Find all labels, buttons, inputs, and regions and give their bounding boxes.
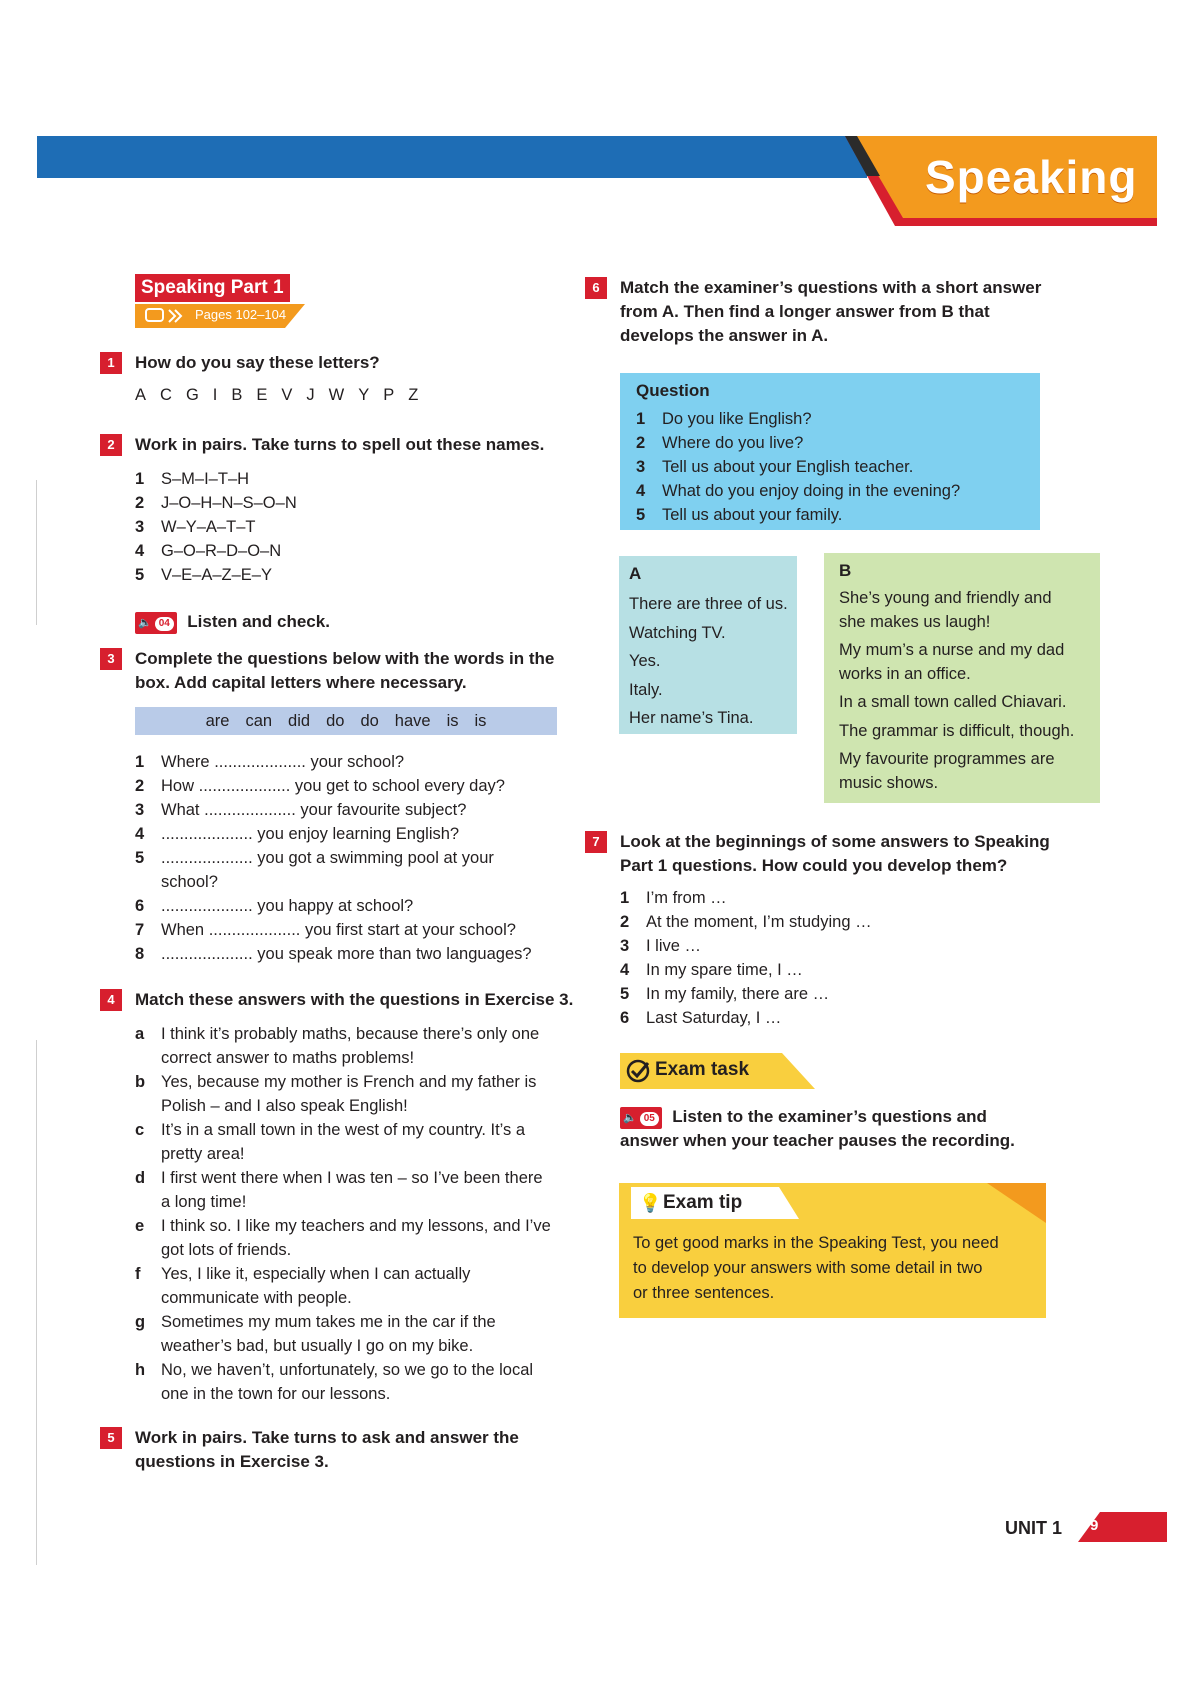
item-letter: a [135,1025,145,1043]
tip-line: to develop your answers with some detail in two [633,1259,983,1277]
item-line: No, we haven’t, unfortunately, so we go to the local [161,1361,534,1379]
answer-blank[interactable]: .................... [161,897,253,915]
item-line: she makes us laugh! [839,612,991,631]
instruction-line: Match the examiner’s questions with a short answer [620,278,1042,297]
list-item [620,1006,1020,1030]
exercise-number: 3 [100,648,122,670]
list-item [135,539,515,563]
list-item [135,918,555,942]
item-text: your school? [310,753,405,771]
answer-blank[interactable]: .................... [204,801,296,819]
question-item [636,503,1036,527]
item-letter: f [135,1265,141,1283]
a-item: Watching TV. [629,623,726,642]
exercise-1 [100,352,380,374]
letter: E [256,386,268,404]
instruction-line: Look at the beginnings of some answers to Speaking [620,832,1050,851]
instruction-line: develops the answer in A. [620,326,829,345]
list-item [135,774,555,798]
item-letter: c [135,1121,145,1139]
exercise-5 [100,1427,519,1471]
exercise-2 [100,434,545,456]
a-list [629,590,788,733]
box-word: do [360,712,379,730]
audio-button[interactable] [135,612,177,634]
footer-unit: UNIT 1 [1005,1518,1063,1538]
answer-blank[interactable]: .................... [161,849,253,867]
list-item [135,798,555,822]
audio-track: 04 [155,617,174,631]
answer-box-a [619,556,797,734]
item-letter: h [135,1361,146,1379]
question-item [636,431,1036,455]
exercise-number: 2 [100,434,122,456]
b-item [839,639,1099,686]
item-line: one in the town for our lessons. [161,1385,391,1403]
exercise-7 [585,831,1050,875]
audio-button[interactable] [620,1107,662,1129]
list-item [135,491,515,515]
answer-blank[interactable]: .................... [214,753,306,771]
audio-instruction: Listen and check. [187,612,330,631]
item-line: communicate with people. [161,1289,352,1307]
badge-title: Speaking Part 1 [135,274,290,302]
a-item: There are three of us. [629,595,788,613]
list-item [135,563,515,587]
item-number: 4 [135,825,145,843]
letters-list [135,386,432,405]
tip-line: or three sentences. [633,1284,775,1302]
beginnings-list [620,886,1020,1030]
header-blue-bar [37,136,867,178]
item-letter: g [135,1313,146,1331]
item-number: 1 [135,753,145,771]
item-number: 1 [620,889,630,907]
a-item: Her name’s Tina. [629,709,754,727]
item-number: 7 [135,921,145,939]
item-text: J–O–H–N–S–O–N [161,494,297,512]
instruction-line: questions in Exercise 3. [135,1452,329,1471]
item-number: 4 [620,961,630,979]
list-item [135,1358,565,1406]
item-line: weather’s bad, but usually I go on my bike. [161,1337,474,1355]
item-number: 4 [135,542,145,560]
exercise-instruction [620,830,1050,878]
exam-tip-text [633,1231,999,1306]
instruction-line: Listen to the examiner’s questions and [672,1107,987,1126]
questions-list [135,750,555,966]
b-item [839,691,1099,715]
box-word: are [205,712,230,730]
answer-box-b [824,553,1100,803]
item-number: 2 [135,494,145,512]
instruction-line: box. Add capital letters where necessary. [135,673,467,692]
item-number: 6 [620,1009,630,1027]
tip-line: To get good marks in the Speaking Test, you need [633,1234,999,1252]
box-word: is [446,712,459,730]
item-text: you enjoy learning English? [257,825,460,843]
exam-tip-box [619,1183,1046,1318]
list-item [135,1118,565,1166]
item-text: What [161,801,200,819]
item-number: 5 [636,506,646,524]
instruction-line: from A. Then find a longer answer from B that [620,302,990,321]
exam-task-label: Exam task [655,1059,750,1080]
badge-pages-label: Pages 102–104 [195,307,287,322]
exercise-number: 4 [100,989,122,1011]
question-heading: Question [636,381,710,400]
item-letter: b [135,1073,146,1091]
b-item [839,587,1099,634]
answer-blank[interactable]: .................... [161,825,253,843]
letter: W [328,386,345,404]
item-line: correct answer to maths problems! [161,1049,415,1067]
box-word: have [394,712,431,730]
item-number: 3 [620,937,630,955]
item-line: In a small town called Chiavari. [839,693,1067,711]
letter: G [185,386,199,404]
item-line: My mum’s a nurse and my dad [839,641,1065,659]
list-item [135,846,555,894]
letter: V [281,386,293,404]
item-number: 3 [135,801,145,819]
exercise-instruction: Work in pairs. Take turns to spell out these names. [135,435,545,454]
list-item [135,750,555,774]
item-number: 6 [135,897,145,915]
item-text: S–M–I–T–H [161,470,250,488]
list-item [135,467,515,491]
item-number: 5 [620,985,630,1003]
item-line: Sometimes my mum takes me in the car if the [161,1313,496,1331]
letter: P [383,386,395,404]
item-text: W–Y–A–T–T [161,518,256,536]
item-text: In my family, there are … [646,985,830,1003]
badge-pages[interactable] [135,304,305,328]
exercise-number: 7 [585,831,607,853]
list-item [135,1070,565,1118]
item-number: 1 [636,410,646,428]
instruction-line: Complete the questions below with the words in the [135,649,555,668]
item-number: 4 [636,482,646,500]
item-text: Last Saturday, I … [646,1009,782,1027]
speaking-part-badge [135,274,305,328]
item-text: Tell us about your family. [662,506,843,524]
item-line: The grammar is difficult, though. [839,721,1075,740]
letter: Z [408,386,419,404]
list-item [135,1262,565,1310]
answers-list [135,1022,565,1406]
exercise-number: 5 [100,1427,122,1449]
item-line: I think it’s probably maths, because there’s only one [161,1025,540,1043]
item-line: Yes, because my mother is French and my father is [161,1073,537,1091]
speaker-icon: 🔈 [623,1111,637,1124]
item-number: 8 [135,945,145,963]
left-margin-rule [36,480,37,625]
list-item [135,1166,565,1214]
item-line: She’s young and friendly and [839,589,1052,607]
letter: J [306,386,315,404]
letter: A [135,386,147,404]
item-text: you get to school every day? [294,777,505,795]
item-text: When [161,921,205,939]
item-letter: d [135,1169,146,1187]
list-item [135,515,515,539]
list-item [620,958,1020,982]
item-line: I think so. I like my teachers and my lessons, and I’ve [161,1217,551,1235]
item-line: a long time! [161,1193,247,1211]
list-item [620,910,1020,934]
lightbulb-icon: 💡 [639,1193,662,1213]
exercise-instruction [135,647,554,695]
list-item [135,942,555,966]
item-text: At the moment, I’m studying … [646,913,872,931]
item-text: Tell us about your English teacher. [662,458,914,476]
question-item [636,407,1036,431]
item-number: 1 [135,470,145,488]
exercise-number: 6 [585,277,607,299]
item-number: 3 [135,518,145,536]
audio-track: 05 [640,1112,659,1126]
exam-task-instruction [620,1105,1015,1153]
item-line: got lots of friends. [161,1241,292,1259]
item-text: you first start at your school? [304,921,516,939]
item-text: Where [161,753,210,771]
letter: I [212,386,218,404]
a-heading: A [629,564,642,583]
answer-blank[interactable]: .................... [161,945,253,963]
item-number: 5 [135,849,145,867]
item-text: In my spare time, I … [646,961,803,979]
b-item [839,748,1099,795]
letter: C [160,386,172,404]
item-number: 2 [636,434,646,452]
item-line: My favourite programmes are [839,750,1055,768]
b-list [839,587,1099,800]
speaker-icon: 🔈 [138,616,152,629]
item-line: Polish – and I also speak English! [161,1097,408,1115]
list-item [135,1214,565,1262]
item-line: pretty area! [161,1145,245,1163]
a-item: Yes. [629,652,661,670]
left-margin-rule [36,1040,37,1565]
instruction-line: answer when your teacher pauses the recording. [620,1131,1015,1150]
item-number: 5 [135,566,145,584]
exam-tip-label: Exam tip [663,1192,743,1213]
box-word: is [474,712,487,730]
exercise-instruction: How do you say these letters? [135,353,380,372]
section-title: Speaking [925,151,1138,203]
list-item [135,1310,565,1358]
item-text: V–E–A–Z–E–Y [161,566,272,584]
names-list [135,467,515,587]
item-line: I first went there when I was ten – so I’ve been there [161,1169,543,1187]
instruction-line: Work in pairs. Take turns to ask and answer the [135,1428,519,1447]
instruction-line: Part 1 questions. How could you develop them? [620,856,1008,875]
item-line: Yes, I like it, especially when I can actually [161,1265,471,1283]
question-box [620,373,1040,530]
box-word: do [326,712,345,730]
exercise-instruction [135,1426,519,1474]
question-item [636,479,1036,503]
item-number: 3 [636,458,646,476]
item-text: I live … [646,937,702,955]
a-item: Italy. [629,680,663,699]
item-text: school? [161,873,218,891]
question-list [636,407,1036,527]
word-box [135,707,557,735]
list-item [620,982,1020,1006]
exercise-instruction: Match these answers with the questions in Exercise 3. [135,990,574,1009]
item-text: you speak more than two languages? [257,945,532,963]
item-text: How [161,777,195,795]
b-heading: B [839,561,852,580]
item-text: you happy at school? [257,897,414,915]
answer-blank[interactable]: .................... [198,777,291,795]
item-text: Where do you live? [662,434,804,452]
item-number: 2 [620,913,630,931]
item-line: music shows. [839,773,939,792]
list-item [135,894,555,918]
letter: B [231,386,243,404]
item-text: your favourite subject? [300,801,467,819]
item-text: I’m from … [646,889,727,907]
list-item [620,886,1020,910]
listen-check [135,610,330,634]
answer-blank[interactable]: .................... [208,921,301,939]
item-text: G–O–R–D–O–N [161,542,282,560]
letter: Y [358,386,370,404]
item-text: Do you like English? [662,410,812,428]
item-line: works in an office. [839,664,971,683]
item-text: you got a swimming pool at your [257,849,494,867]
list-item [135,822,555,846]
exercise-4 [100,989,574,1011]
exercise-6 [585,277,1042,345]
list-item [620,934,1020,958]
exercise-instruction [620,276,1041,348]
list-item [135,1022,565,1070]
exercise-3 [100,648,555,692]
exercise-number: 1 [100,352,122,374]
box-word: can [245,712,273,730]
item-letter: e [135,1217,145,1235]
item-line: It’s in a small town in the west of my country. It’s a [161,1121,526,1139]
question-item [636,455,1036,479]
b-item [839,720,1099,744]
item-text: What do you enjoy doing in the evening? [662,482,961,500]
page-number: 9 [1090,1517,1099,1534]
item-number: 2 [135,777,145,795]
box-word: did [288,712,311,730]
